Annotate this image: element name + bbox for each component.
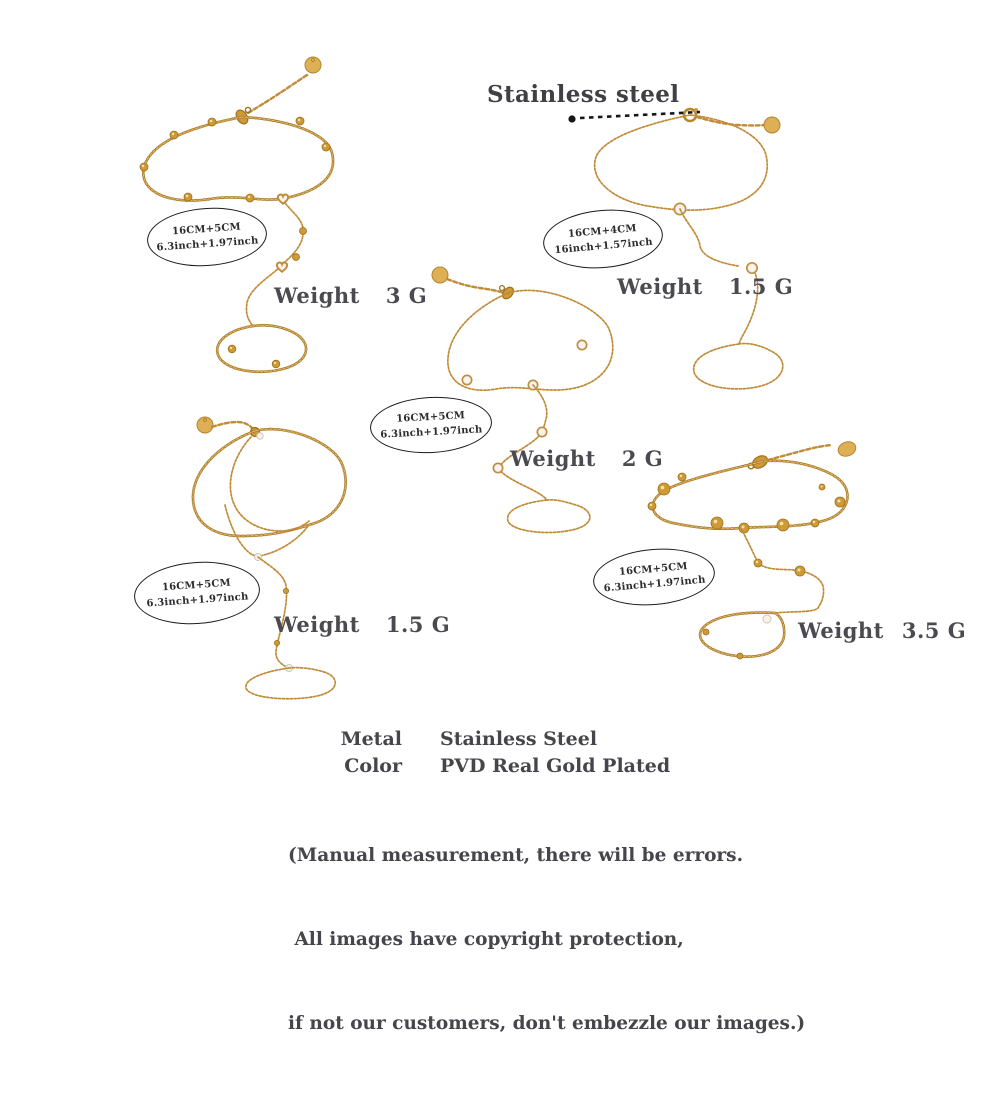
extender-chain — [768, 445, 832, 460]
finger-loop — [246, 668, 335, 699]
specs-table — [280, 726, 670, 780]
color-label: Color — [344, 755, 402, 777]
extender-chain — [248, 75, 307, 113]
bracelet-loop — [595, 115, 768, 210]
finger-loop — [694, 343, 783, 388]
finger-loop — [508, 500, 590, 533]
size-line2: 6.3inch+1.97inch — [380, 424, 483, 441]
metal-value: Stainless Steel — [440, 728, 598, 750]
disclaimer-text — [288, 786, 805, 1094]
loop-beads — [140, 117, 330, 202]
tag-disc — [305, 57, 321, 73]
weight-value: 3.5 G — [901, 618, 967, 643]
size-line1: 16CM+5CM — [171, 221, 242, 238]
tag-disc — [432, 267, 448, 283]
page-title: Stainless steel — [487, 81, 680, 108]
bracelet-loop — [448, 290, 613, 390]
metal-label: Metal — [340, 728, 402, 750]
size-line1: 16CM+5CM — [618, 561, 689, 579]
weight-label-2 — [617, 274, 793, 299]
weight-label-4 — [274, 612, 450, 637]
weight-caption: Weight — [798, 618, 884, 643]
weight-caption: Weight — [274, 283, 360, 308]
weight-caption: Weight — [617, 274, 703, 299]
size-line1: 16CM+4CM — [567, 223, 638, 241]
disclaimer-line-1: (Manual measurement, there will be errors. — [288, 845, 744, 866]
size-line1: 16CM+5CM — [395, 410, 466, 425]
size-line2: 6.3inch+1.97inch — [146, 591, 249, 610]
color-value: PVD Real Gold Plated — [440, 755, 671, 777]
disclaimer-line-3: if not our customers, don't embezzle our images.) — [288, 1013, 806, 1034]
size-line2: 6.3inch+1.97inch — [156, 235, 259, 254]
finger-loop — [217, 325, 306, 372]
tag-disc — [764, 117, 780, 133]
weight-value: 3 G — [385, 283, 428, 308]
weight-value: 1.5 G — [385, 612, 451, 637]
disclaimer-line-2: All images have copyright protection, — [288, 929, 684, 950]
finger-loop — [700, 613, 784, 659]
product-photo-4 — [165, 395, 395, 715]
product-photo-1 — [130, 35, 390, 385]
weight-value: 2 G — [621, 446, 664, 471]
loop-crystals — [462, 340, 587, 390]
bracelet-loop — [193, 429, 346, 556]
weight-caption: Weight — [274, 612, 360, 637]
pointer-leader-line — [566, 106, 706, 126]
weight-label-1 — [274, 283, 427, 308]
bracelet-loop — [653, 461, 848, 529]
size-line2: 6.3inch+1.97inch — [603, 574, 707, 595]
weight-label-5 — [798, 618, 966, 643]
tag-disc — [197, 417, 213, 433]
extender-chain — [447, 279, 504, 293]
size-line2: 16inch+1.57inch — [554, 236, 654, 257]
weight-value: 1.5 G — [728, 274, 794, 299]
drop-chain — [741, 528, 824, 623]
weight-label-3 — [510, 446, 663, 471]
size-line1: 16CM+5CM — [161, 577, 232, 594]
extender-chain — [212, 422, 253, 429]
weight-caption: Weight — [510, 446, 596, 471]
drop-chain — [493, 385, 547, 500]
bracelet-loop — [143, 117, 333, 201]
tag-disc — [836, 439, 858, 458]
